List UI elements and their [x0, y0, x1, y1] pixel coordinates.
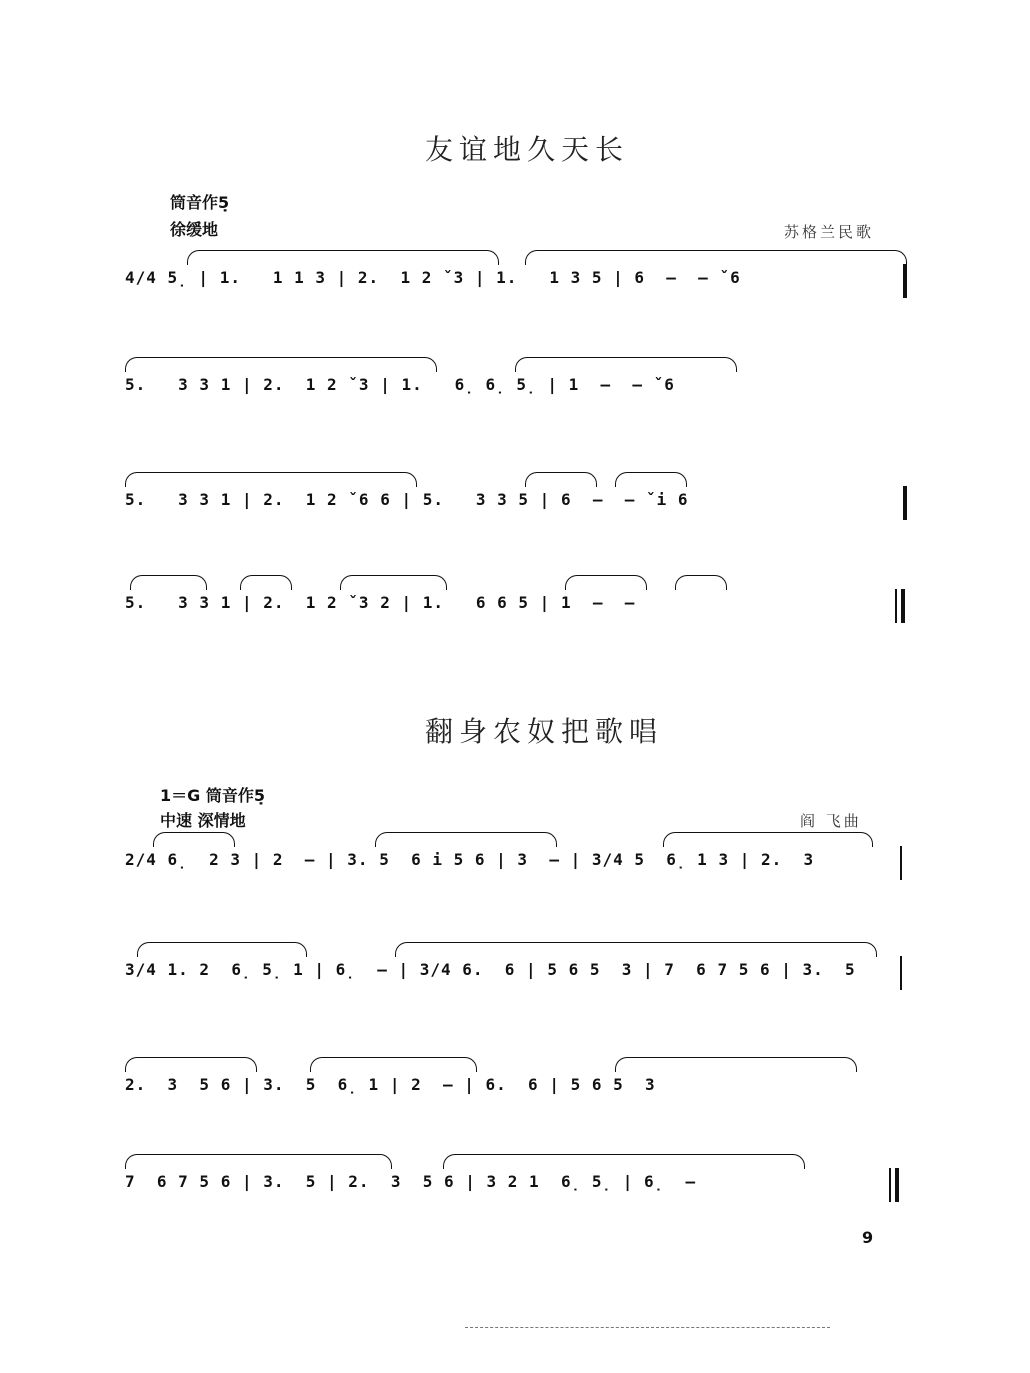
song2-line-3 — [125, 1065, 915, 1115]
song1-key: 筒音作5̣ — [170, 193, 230, 212]
slur — [675, 575, 727, 590]
song2-line-4 — [125, 1162, 915, 1212]
song2-key: 1＝G 筒音作5̣ — [160, 786, 265, 805]
slur — [187, 250, 499, 265]
song2-tempo: 中速 深情地 — [160, 811, 246, 830]
slur — [395, 942, 877, 957]
slur — [125, 1154, 392, 1169]
barline — [889, 1168, 891, 1202]
song1-line-1 — [125, 258, 915, 308]
song2-line-1 — [125, 840, 915, 890]
page-number: 9 — [862, 1228, 874, 1247]
barline — [903, 264, 907, 298]
notation-text: 2. 3 5 6 | 3. 5 6̣ 1 | 2 – | 6. 6 | 5 6 5 3 — [125, 1075, 656, 1094]
footer-rule — [465, 1327, 830, 1330]
final-barline — [895, 1168, 899, 1202]
notation-text: 4/4 5̣ | 1. 1 1 3 | 2. 1 2 ˇ3 | 1. 1 3 5 | 6 – – ˇ6 — [125, 268, 741, 287]
notation-text: 5. 3 3 1 | 2. 1 2 ˇ3 | 1. 6̣ 6̣ 5̣ | 1 – – ˇ6 — [125, 375, 675, 394]
song1-line-4 — [125, 583, 915, 633]
slur — [137, 942, 307, 957]
slur — [615, 1057, 857, 1072]
slur — [375, 832, 557, 847]
notation-text: 7 6 7 5 6 | 3. 5 | 2. 3 5 6 | 3 2 1 6̣ 5̣ | 6̣ – — [125, 1172, 697, 1191]
song1-line-3 — [125, 480, 915, 530]
barline — [903, 486, 907, 520]
slur — [525, 472, 597, 487]
final-barline — [901, 589, 905, 623]
slur — [130, 575, 207, 590]
slur — [125, 472, 417, 487]
slur — [615, 472, 687, 487]
barline — [900, 846, 902, 880]
notation-text: 2/4 6̣ 2 3 | 2 – | 3. 5 6 i 5 6 | 3 – | 3/4 5 6̣ 1 3 | 2. 3 — [125, 850, 815, 869]
slur — [240, 575, 292, 590]
song1-title: 友谊地久天长 — [425, 133, 630, 166]
slur — [340, 575, 447, 590]
song1-line-2 — [125, 365, 915, 415]
song2-title: 翻身农奴把歌唱 — [425, 715, 664, 748]
notation-text: 3/4 1. 2 6̣ 5̣ 1 | 6̣ – | 3/4 6. 6 | 5 6 5 3 | 7 6 7 5 6 | 3. 5 — [125, 960, 856, 979]
slur — [153, 832, 235, 847]
slur — [125, 357, 437, 372]
song2-credit: 阎 飞曲 — [800, 812, 862, 830]
slur — [125, 1057, 257, 1072]
barline — [895, 589, 897, 623]
song2-line-2 — [125, 950, 915, 1000]
notation-text: 5. 3 3 1 | 2. 1 2 ˇ6 6 | 5. 3 3 5 | 6 – – ˇi 6 — [125, 490, 689, 509]
slur — [525, 250, 907, 265]
song1-credit: 苏格兰民歌 — [784, 223, 875, 241]
barline — [900, 956, 902, 990]
slur — [310, 1057, 477, 1072]
slur — [443, 1154, 805, 1169]
song1-tempo: 徐缓地 — [170, 220, 219, 239]
slur — [515, 357, 737, 372]
slur — [565, 575, 647, 590]
notation-text: 5. 3 3 1 | 2. 1 2 ˇ3 2 | 1. 6 6 5 | 1 – – — [125, 593, 636, 612]
slur — [663, 832, 873, 847]
